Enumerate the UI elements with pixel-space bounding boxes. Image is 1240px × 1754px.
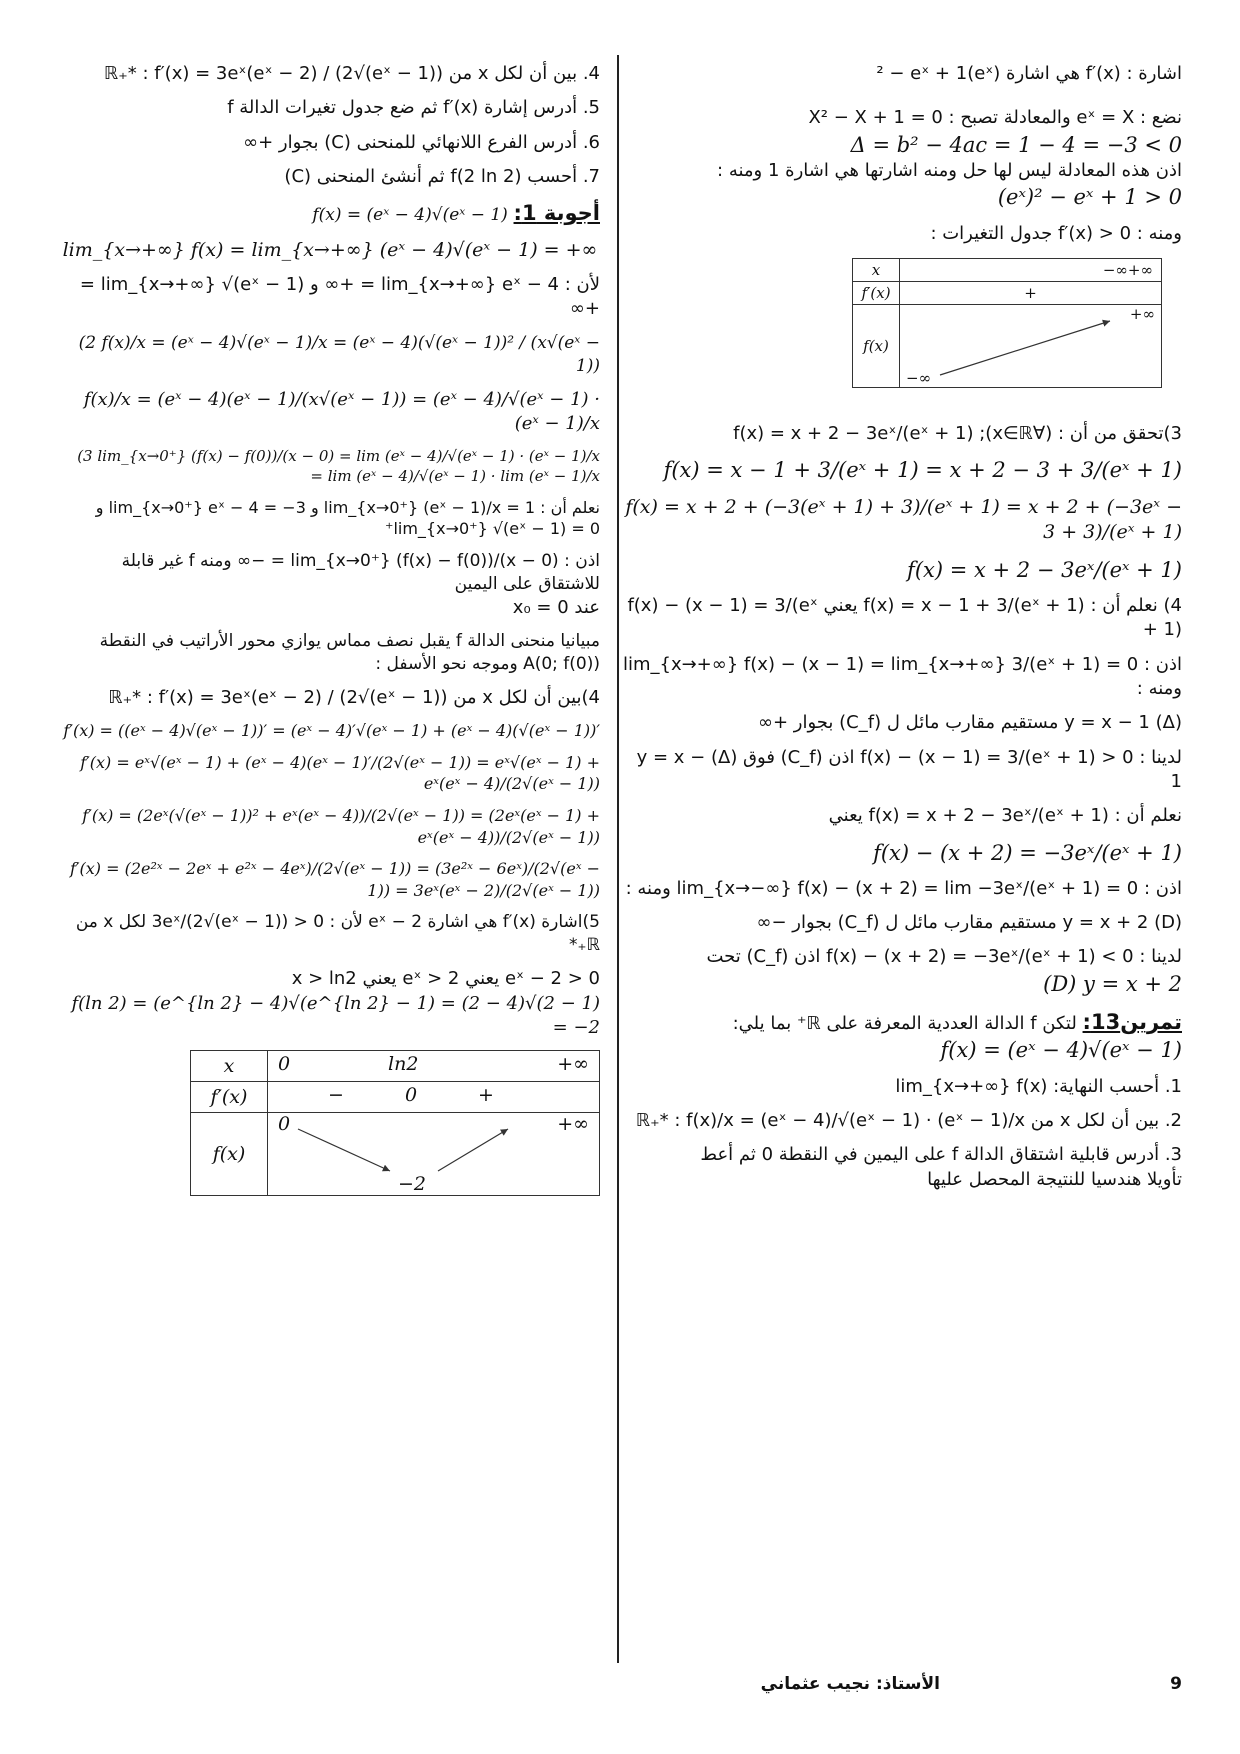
vt1-fp-label: f′(x) [853,281,900,304]
verify-statement: 3)تحقق من أن : (∀x∈ℝ); f(x) = x + 2 − 3eˣ/(eˣ + 1) [733,422,1182,444]
exercise-q6: 6. أدرس الفرع اللانهائي للمنحنى (C) بجوار +∞ [243,131,600,153]
second-form-known: نعلم أن : f(x) = x + 2 − 3eˣ/(eˣ + 1) يعني [828,805,1182,827]
at-x0: عند x₀ = 0 [512,596,600,618]
verify-result: f(x) = x + 2 − 3eˣ/(eˣ + 1) [907,557,1182,582]
exercise-q7: 7. أحسب f(2 ln 2) ثم أنشئ المنحنى (C) [284,165,600,187]
exercise-13-q3: 3. أدرس قابلية اشتقاق الدالة f على اليمين في النقطة 0 ثم أعط [700,1144,1182,1166]
vt1-f-variation [900,304,1162,387]
vt1-f-label: f(x) [853,304,900,387]
substitution-line: نضع : eˣ = X والمعادلة تصبح : X² − X + 1 = 0 [808,107,1182,129]
asymptote-conclusion-1: (Δ) y = x − 1 مستقيم مقارب مائل ل (C_f) بجوار +∞ [758,712,1182,734]
verify-step-2: f(x) = x + 2 + (−3(eˣ + 1) + 3)/(eˣ + 1) = x + 2 + (−3eˣ − 3 + 3)/(eˣ + 1) [625,495,1182,544]
vt1-f-low: −∞ [906,368,932,387]
asymptote-limit-1: اذن : lim_{x→+∞} f(x) − (x − 1) = lim_{x→+∞} 3/(eˣ + 1) = 0 ومنه : [622,653,1182,700]
left-column [60,62,600,1196]
vt2-x-values: 0 ln2 +∞ [268,1051,600,1082]
exercise-13-q2: 2. بين أن لكل x من ℝ₊* : f(x)/x = (eˣ − 4)/√(eˣ − 1) · (eˣ − 1)/x [635,1110,1182,1132]
known-limits: نعلم أن : lim_{x→0⁺} (eˣ − 1)/x = 1 و lim_{x→0⁺} eˣ − 4 = −3 و lim_{x→0⁺} √(eˣ − 1) = 0⁺ [95,497,600,539]
exercise-13-q1: 1. أحسب النهاية: lim_{x→+∞} f(x) [895,1075,1182,1097]
asymptote-known: 4) نعلم أن : f(x) = x − 1 + 3/(eˣ + 1) يعني f(x) − (x − 1) = 3/(eˣ + 1) [627,595,1182,641]
f-ln2-value: f(ln 2) = (e^{ln 2} − 4)√(e^{ln 2} − 1) = (2 − 4)√(2 − 1) = −2 [71,992,600,1038]
page-number: 9 [1170,1674,1182,1694]
limit-line: lim_{x→+∞} f(x) = lim_{x→+∞} (eˣ − 4)√(eˣ − 1) = +∞ [62,238,598,261]
sign-statement: اشارة : f′(x) هي اشارة (eˣ)² − eˣ + 1 [876,63,1182,84]
derivative-statement: 4)بين أن لكل x من ℝ₊* : f′(x) = 3eˣ(eˣ − 2) / (2√(eˣ − 1)) [108,686,600,708]
derivative-step-1: f′(x) = ((eˣ − 4)√(eˣ − 1))′ = (eˣ − 4)′√(eˣ − 1) + (eˣ − 4)(√(eˣ − 1))′ [63,721,600,741]
vt2-f-min: −2 [398,1173,427,1196]
exercise-13-intro: لتكن f الدالة العددية المعرفة على ℝ⁺ بما يلي: [732,1013,1077,1035]
derivative-step-3: f′(x) = (2eˣ(√(eˣ − 1))² + eˣ(eˣ − 4))/(2√(eˣ − 1)) = (2eˣ(eˣ − 1) + eˣ(eˣ − 4))/(2√(eˣ − 1)) [82,806,600,847]
discriminant-line: Δ = b² − 4ac = 1 − 4 = −3 < 0 [850,132,1182,157]
answers-title: أجوبة 1: [513,201,600,226]
vt1-fp-sign: + [900,281,1162,304]
asymptote-limit-2: اذن : lim_{x→−∞} f(x) − (x + 2) = lim −3eˣ/(eˣ + 1) = 0 ومنه : [625,877,1182,899]
sign-condition: eˣ − 2 > 0 يعني eˣ > 2 يعني x > ln2 [291,968,600,990]
difference-line: f(x) − (x + 2) = −3eˣ/(eˣ + 1) [873,840,1182,865]
not-derivable: اذن : lim_{x→0⁺} (f(x) − f(0))/(x − 0) = −∞ ومنه f غير قابلة للاشتقاق على اليمين [121,550,600,594]
vt1-f-high: +∞ [1129,304,1155,323]
position-above: لدينا : f(x) − (x − 1) = 3/(eˣ + 1) > 0 اذن (C_f) فوق (Δ) y = x − 1 [636,746,1182,792]
increasing-arrow [900,305,1160,387]
vt2-f-variation [268,1113,600,1196]
answers-heading-line [60,199,600,227]
exercise-13-statement [622,1008,1182,1036]
line-d-equation: (D) y = x + 2 [1043,971,1182,996]
vt2-f-end: +∞ [557,1113,589,1136]
limit-justification: لأن : lim_{x→+∞} eˣ − 4 = +∞ و lim_{x→+∞} √(eˣ − 1) = +∞ [79,274,600,320]
vt1-x-label: x [853,258,900,281]
vt2-f-start: 0 [278,1113,291,1136]
author-credit: الأستاذ: نجيب عثماني [760,1674,940,1694]
graphical-interpretation: مبيانيا منحنى الدالة f يقبل نصف مماس يوازي محور الأراتيب في النقطة [99,631,600,652]
vt2-fp-label: f′(x) [191,1082,268,1113]
variation-table-1 [852,258,1162,388]
vt2-fp-signs: − 0 + [268,1082,600,1113]
ratio-step-1: (2 f(x)/x = (eˣ − 4)√(eˣ − 1)/x = (eˣ − 4)(√(eˣ − 1))² / (x√(eˣ − 1)) [78,332,600,376]
positive-inequality: (eˣ)² − eˣ + 1 > 0 [997,185,1182,210]
no-solution-line: اذن هذه المعادلة ليس لها حل ومنه اشارتها هي اشارة 1 ومنه : [717,159,1182,181]
derivative-positive-line: ومنه : f′(x) > 0 جدول التغيرات : [930,222,1182,244]
derivative-step-2: f′(x) = eˣ√(eˣ − 1) + (eˣ − 4)(eˣ − 1)′/(2√(eˣ − 1)) = eˣ√(eˣ − 1) + eˣ(eˣ − 4)/(2√(eˣ − 1)) [80,752,600,794]
exercise-13-title: تمرين13: [1082,1010,1182,1035]
graphical-interpretation-cont: A(0; f(0)) وموجه نحو الأسفل : [375,654,600,675]
exercise-13-function: f(x) = (eˣ − 4)√(eˣ − 1) [940,1038,1182,1063]
exercise-13-q3-cont: تأويلا هندسيا للنتيجة المحصل عليها [927,1168,1182,1190]
vt2-f-label: f(x) [191,1113,268,1196]
position-below: لدينا : f(x) − (x + 2) = −3eˣ/(eˣ + 1) < 0 اذن (C_f) تحت [706,946,1182,968]
vt2-x-label: x [191,1051,268,1082]
exercise-q4: 4. بين أن لكل x من ℝ₊* : f′(x) = 3eˣ(eˣ − 2) / (2√(eˣ − 1)) [103,63,600,84]
exercise-q5: 5. أدرس إشارة f′(x) ثم ضع جدول تغيرات الدالة f [227,97,600,119]
right-column [622,62,1182,1192]
derivability-limit: (3 lim_{x→0⁺} (f(x) − f(0))/(x − 0) = lim (eˣ − 4)/√(eˣ − 1) · (eˣ − 1)/x = lim (eˣ − 4)/√(eˣ − 1) · lim (eˣ − 1)/x [77,447,600,486]
answers-function: f(x) = (eˣ − 4)√(eˣ − 1) [312,205,508,226]
ratio-step-2: f(x)/x = (eˣ − 4)(eˣ − 1)/(x√(eˣ − 1)) = (eˣ − 4)/√(eˣ − 1) · (eˣ − 1)/x [83,388,600,434]
column-divider [617,55,619,1663]
derivative-step-4: f′(x) = (2e²ˣ − 2eˣ + e²ˣ − 4eˣ)/(2√(eˣ − 1)) = (3e²ˣ − 6eˣ)/(2√(eˣ − 1)) = 3eˣ(eˣ − 2)/(2√(eˣ − 1)) [69,859,600,900]
asymptote-conclusion-2: (D) y = x + 2 مستقيم مقارب مائل ل (C_f) بجوار −∞ [756,912,1182,934]
derivative-sign: 5)اشارة f′(x) هي اشارة eˣ − 2 لأن : 3eˣ/(2√(eˣ − 1)) > 0 لكل x من ℝ₊* [75,912,600,956]
verify-step-1: f(x) = x − 1 + 3/(eˣ + 1) = x + 2 − 3 + 3/(eˣ + 1) [663,458,1182,483]
variation-table-2 [190,1050,600,1196]
vt1-x-range: −∞ +∞ [900,258,1162,281]
